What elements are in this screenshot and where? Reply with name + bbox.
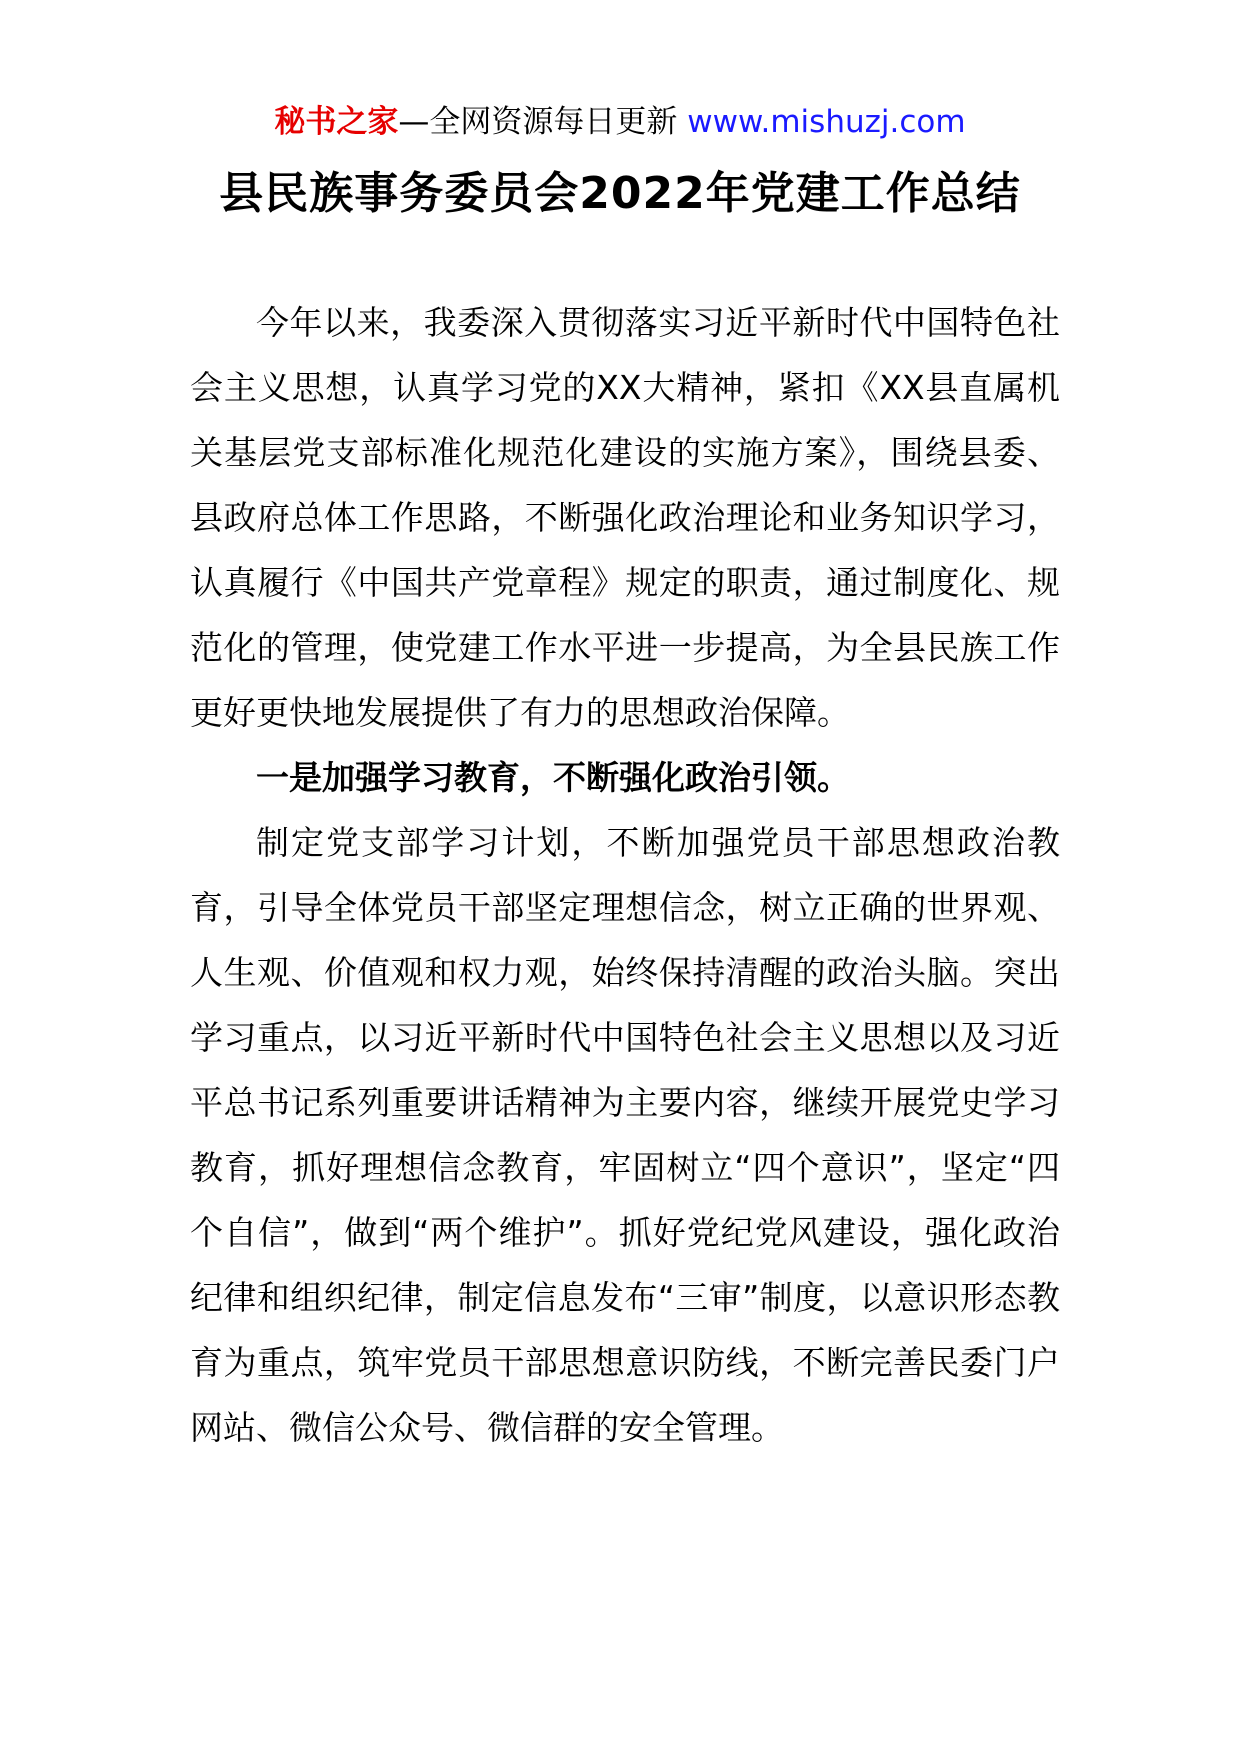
brand-name: 秘书之家 — [274, 104, 399, 140]
section-heading-1: 一是加强学习教育，不断强化政治引领。 — [256, 758, 850, 797]
banner-slogan: —全网资源每日更新 — [398, 104, 688, 140]
section-paragraph-1: 制定党支部学习计划，不断加强党员干部思想政治教育，引导全体党员干部坚定理想信念，树立正确的世界观、人生观、价值观和权力观，始终保持清醒的政治头脑。突出学习重点，以习近平新时代中国特色社会主义思想以及习近平总书记系列重要讲话精神为主要内容，继续开展党史学习教育，抓好理想信念教育，牢固树立“四个意识”，坚定“四个自信”，做到“两个维护”。抓好党纪党风建设，强化政治纪律和组织纪律，制定信息发布“三审”制度，以意识形态教育为重点，筑牢党员干部思想意识防线，不断完善民委门户网站、微信公众号、微信群的安全管理。 — [190, 823, 1060, 1447]
intro-paragraph: 今年以来，我委深入贯彻落实习近平新时代中国特色社会主义思想，认真学习党的XX大精神，紧扣《XX县直属机关基层党支部标准化规范化建设的实施方案》，围绕县委、县政府总体工作思路，不断强化政治理论和业务知识学习，认真履行《中国共产党章程》规定的职责，通过制度化、规范化的管理，使党建工作水平进一步提高，为全县民族工作更好更快地发展提供了有力的思想政治保障。 — [190, 303, 1060, 732]
site-banner — [0, 100, 1240, 144]
document-body — [190, 290, 1060, 1460]
document-title: 县民族事务委员会2022年党建工作总结 — [219, 168, 1021, 219]
site-url-link[interactable]: www.mishuzj.com — [687, 104, 966, 140]
